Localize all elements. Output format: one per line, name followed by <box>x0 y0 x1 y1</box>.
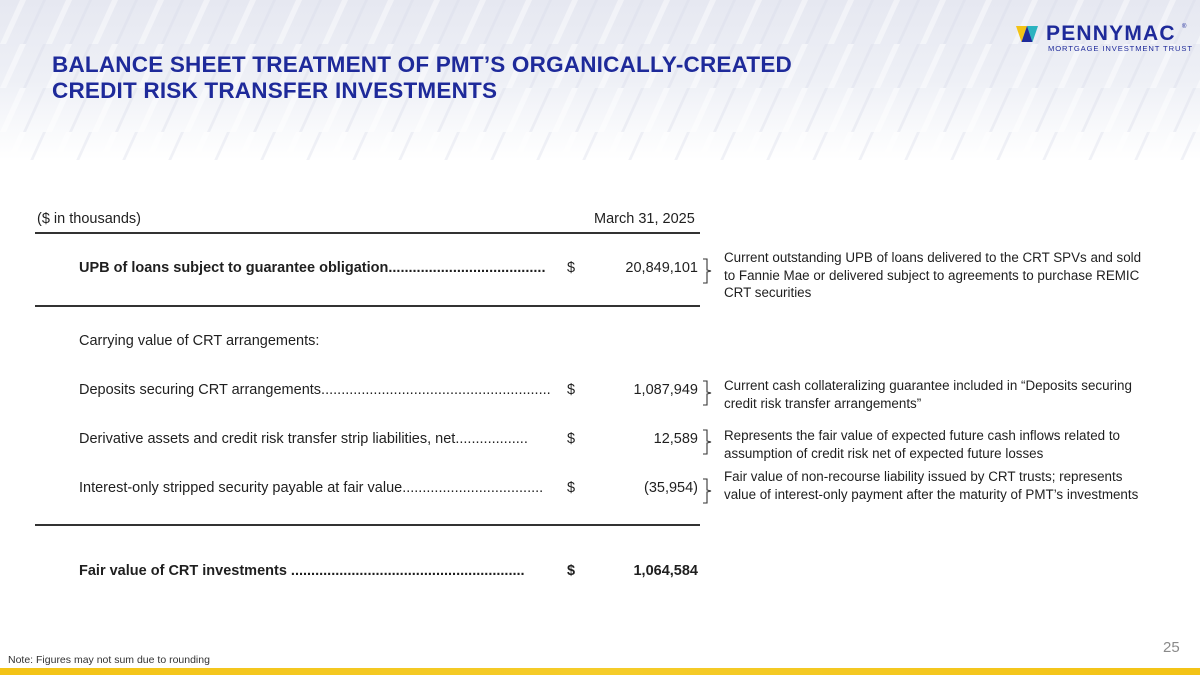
logo-wordmark: PENNYMAC <box>1046 22 1176 45</box>
row-interest-only-currency: $ <box>567 480 576 496</box>
logo-tagline: MORTGAGE INVESTMENT TRUST <box>1048 44 1193 53</box>
carrying-value-heading: Carrying value of CRT arrangements: <box>79 333 320 349</box>
logo-registered-mark: ® <box>1182 24 1187 30</box>
section-rule-2 <box>35 524 700 526</box>
page-title-line-1: BALANCE SHEET TREATMENT OF PMT’S ORGANICALLY-CREATED <box>52 52 792 77</box>
units-label: ($ in thousands) <box>37 211 141 227</box>
row-fair-value-label: Fair value of CRT investments .......................................................... <box>79 563 525 579</box>
row-fair-value-currency: $ <box>567 563 576 579</box>
row-upb-value: 20,849,101 <box>625 260 698 276</box>
brace-derivatives-icon <box>702 429 712 455</box>
row-deposits-currency: $ <box>567 382 576 398</box>
row-fair-value-value: 1,064,584 <box>633 563 698 579</box>
page-title <box>52 52 952 104</box>
column-header-date: March 31, 2025 <box>594 211 695 227</box>
section-rule-1 <box>35 305 700 307</box>
table-header-rule <box>35 232 700 234</box>
annotation-deposits: Current cash collateralizing guarantee included in “Deposits securing credit risk transfer arrangements” <box>724 378 1132 411</box>
brace-deposits-icon <box>702 380 712 406</box>
annotation-interest-only: Fair value of non-recourse liability issued by CRT trusts; represents value of interest-only payment after the maturity of PMT’s investments <box>724 469 1139 502</box>
footer-accent-bar <box>0 668 1200 675</box>
row-interest-only-label: Interest-only stripped security payable at fair value................................... <box>79 480 544 496</box>
row-derivatives-label: Derivative assets and credit risk transfer strip liabilities, net.................. <box>79 431 528 447</box>
row-deposits-value: 1,087,949 <box>633 382 698 398</box>
row-upb-currency: $ <box>567 260 576 276</box>
page-title-line-2: CREDIT RISK TRANSFER INVESTMENTS <box>52 78 498 103</box>
row-upb-label: UPB of loans subject to guarantee obligation....................................... <box>79 260 546 276</box>
row-derivatives-value: 12,589 <box>653 431 698 447</box>
page-number: 25 <box>1163 639 1180 656</box>
pennymac-logo <box>1016 22 1193 54</box>
brace-upb-icon <box>702 258 712 284</box>
footnote: Note: Figures may not sum due to rounding <box>8 654 210 666</box>
row-derivatives-currency: $ <box>567 431 576 447</box>
pennymac-logo-mark-icon <box>1016 26 1038 42</box>
brace-interest-only-icon <box>702 478 712 504</box>
row-deposits-label: Deposits securing CRT arrangements......................................................... <box>79 382 551 398</box>
annotation-upb: Current outstanding UPB of loans delivered to the CRT SPVs and sold to Fannie Mae or delivered subject to agreements to purchase REMIC CRT securities <box>724 250 1142 300</box>
row-interest-only-value: (35,954) <box>643 480 698 496</box>
annotation-derivatives: Represents the fair value of expected future cash inflows related to assumption of credit risk net of expected future losses <box>724 428 1120 461</box>
